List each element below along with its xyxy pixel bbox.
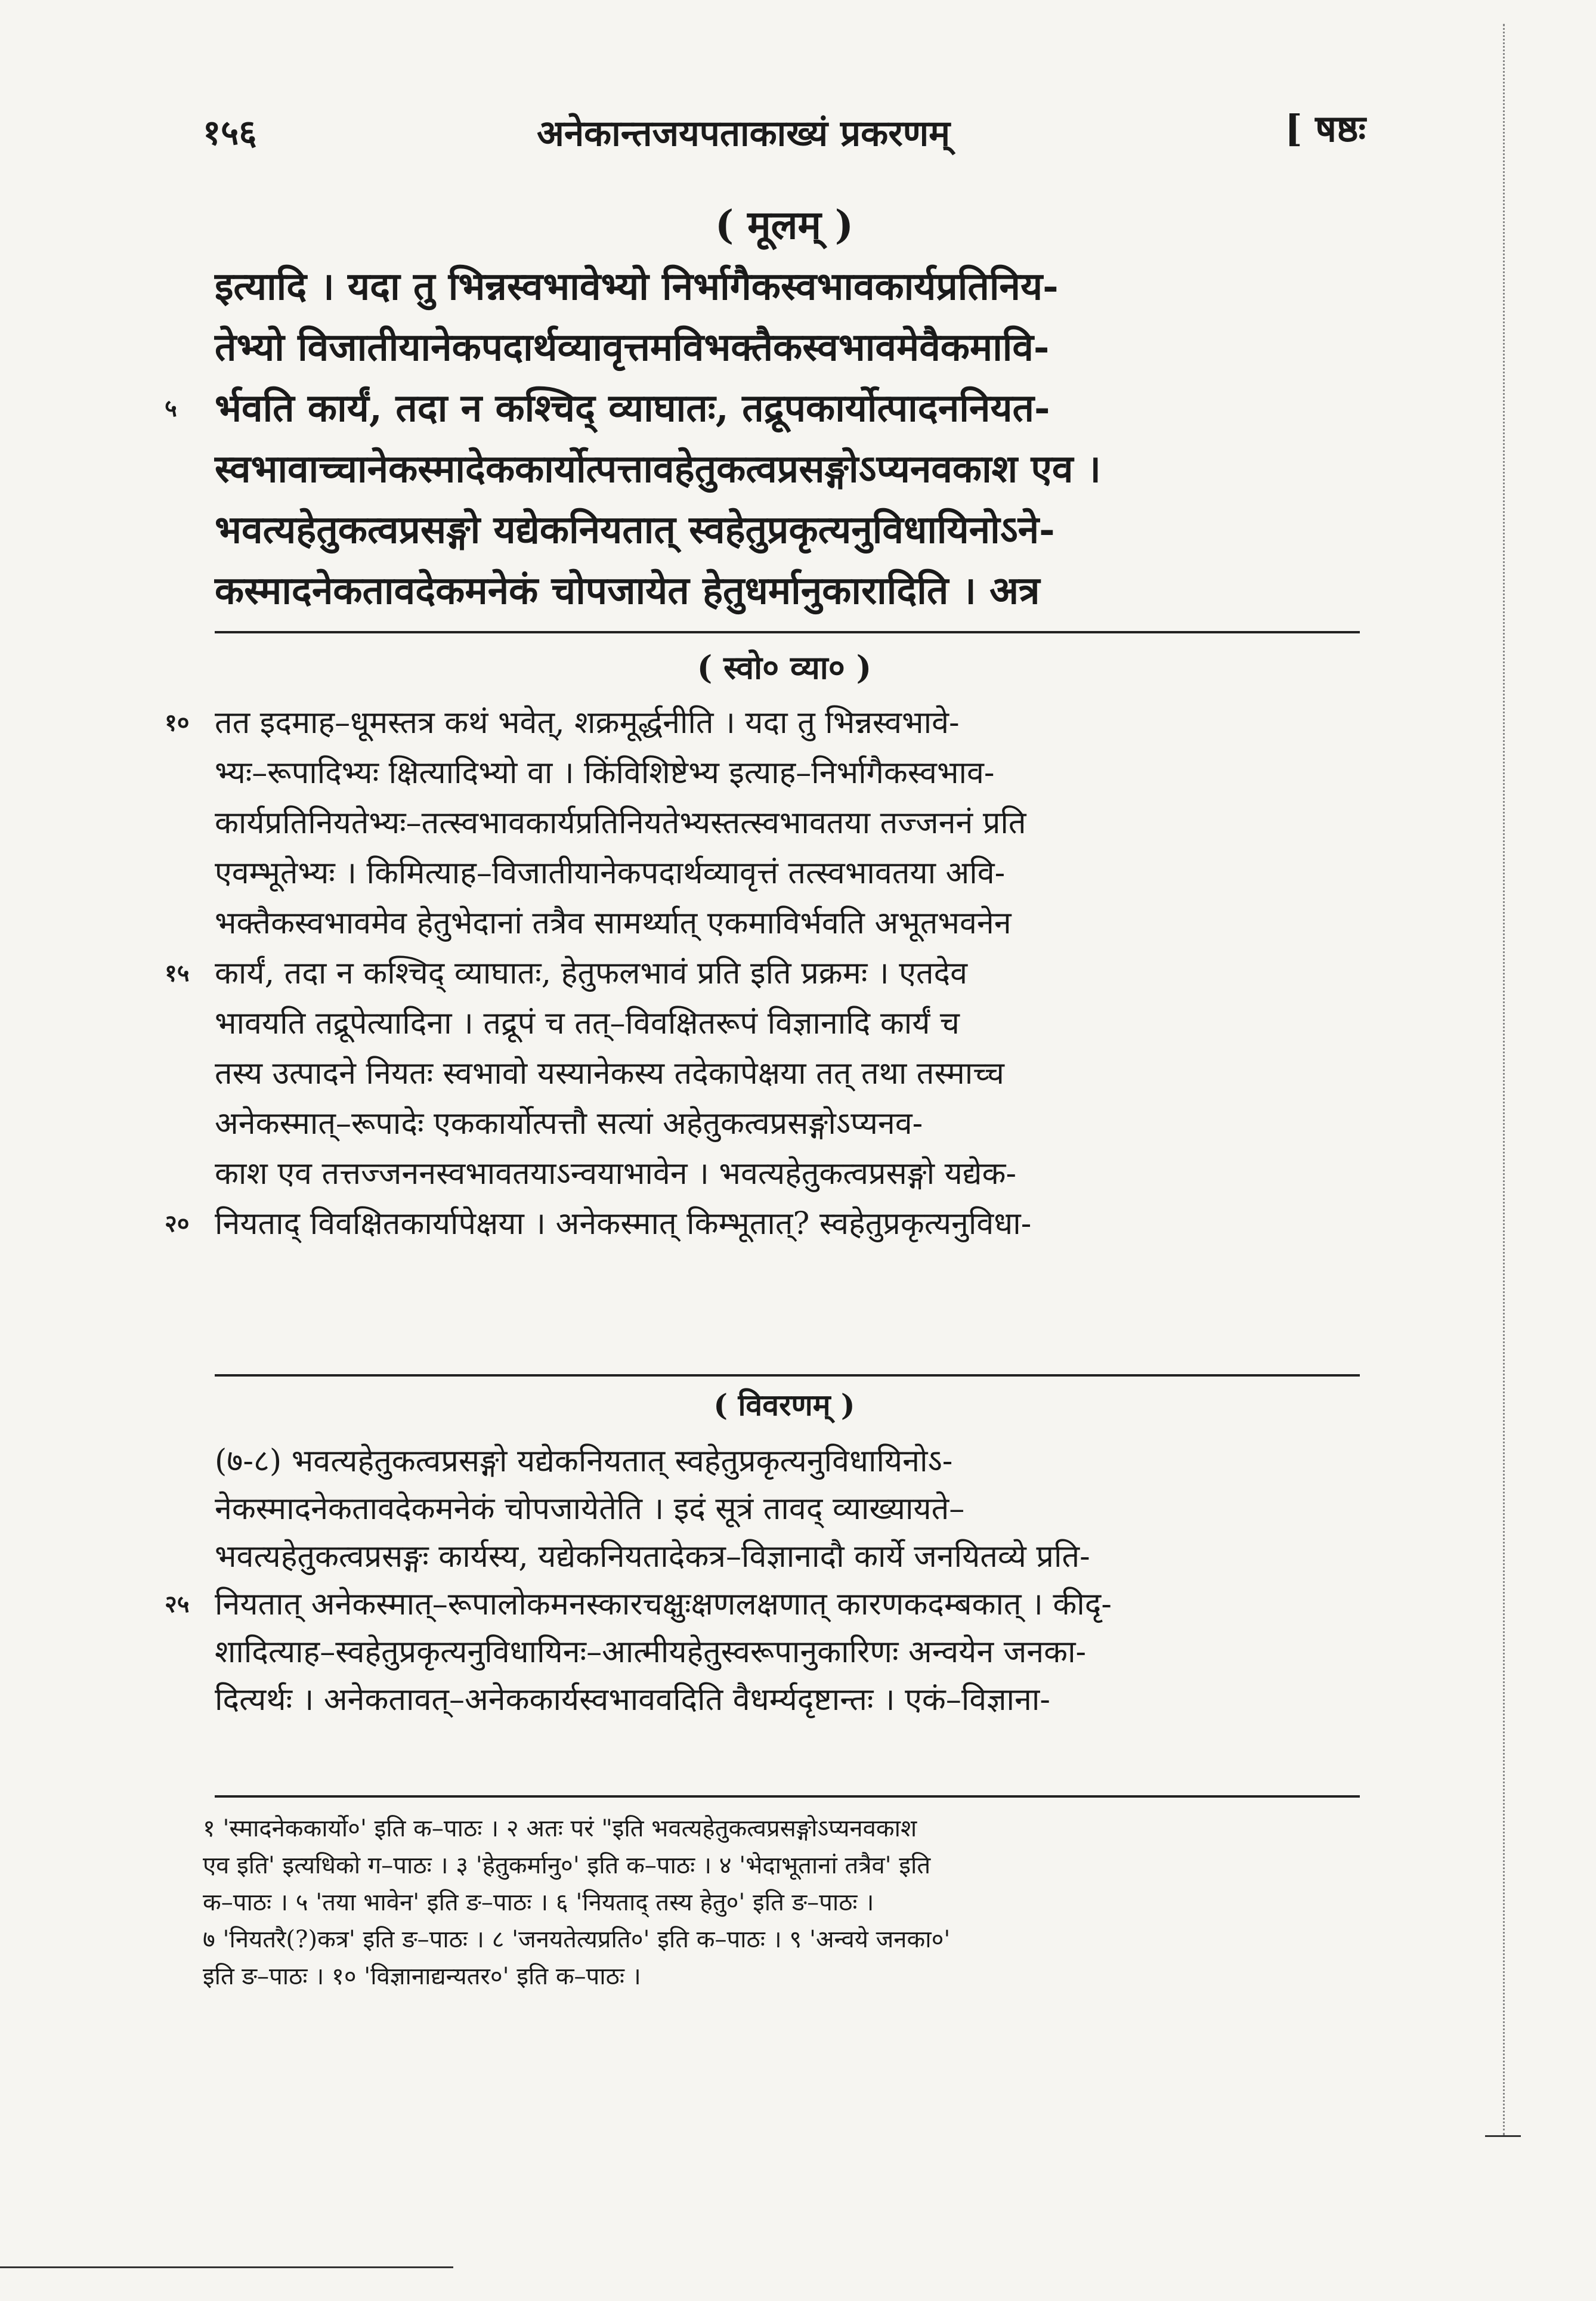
commentary-line xyxy=(215,798,1360,848)
footnote-line: इति ङ–पाठः । १० 'विज्ञानाद्यन्यतर०' इति क–पाठः । xyxy=(203,1963,641,1990)
mula-line xyxy=(215,256,1360,317)
footnote-line: १ 'स्मादनेककार्यो०' इति क–पाठः । २ अतः परं "इति भवत्यहेतुकत्वप्रसङ्गोऽप्यनवकाश xyxy=(203,1815,917,1842)
vivarana-heading: ( विवरणम् ) xyxy=(713,1387,855,1422)
commentary-line xyxy=(215,848,1360,898)
section-divider xyxy=(215,1374,1360,1377)
mula-text xyxy=(165,256,1360,621)
line-text: नियताद् विवक्षितकार्यापेक्षया । अनेकस्मात् किम्भूतात्? स्वहेतुप्रकृत्यनुविधा- xyxy=(215,1206,1032,1242)
line-text: भावयति तद्रूपेत्यादिना । तद्रूपं च तत्–विवक्षितरूपं विज्ञानादि कार्यं च xyxy=(215,1006,960,1041)
page-number: १५६ xyxy=(203,112,257,153)
scan-margin-tick xyxy=(1485,2135,1521,2137)
vivarana-line xyxy=(215,1628,1360,1676)
mula-line xyxy=(215,439,1360,500)
mula-heading: ( मूलम् ) xyxy=(715,202,854,248)
line-number: १० xyxy=(165,709,190,737)
vivarana-line xyxy=(215,1437,1360,1485)
line-text: भक्तैकस्वभावमेव हेतुभेदानां तत्रैव सामर्थ्यात् एकमाविर्भवति अभूतभवनेन xyxy=(215,905,1012,941)
vivarana-line xyxy=(215,1676,1360,1724)
footnote-divider xyxy=(215,1795,1360,1798)
footnotes xyxy=(203,1810,1360,1995)
scan-bottom-rule xyxy=(0,2266,453,2268)
line-number: १५ xyxy=(165,959,190,987)
section-divider xyxy=(215,631,1360,633)
line-text: कार्यप्रतिनियतेभ्यः–तत्स्वभावकार्यप्रतिनियतेभ्यस्तत्स्वभावतया तज्जननं प्रति xyxy=(215,805,1026,841)
commentary-line xyxy=(215,898,1360,948)
line-text: र्भवति कार्यं, तदा न कश्चिद् व्याघातः, तद्रूपकार्योत्पादननियत- xyxy=(215,386,1050,431)
commentary-line xyxy=(215,1149,1360,1199)
line-text: कस्मादनेकतावदेकमनेकं चोपजायेत हेतुधर्मानुकारादिति । अत्र xyxy=(215,568,1040,613)
line-text: भवत्यहेतुकत्वप्रसङ्गो यद्येकनियतात् स्वहेतुप्रकृत्यनुविधायिनोऽने- xyxy=(215,508,1055,552)
line-text: एवम्भूतेभ्यः । किमित्याह–विजातीयानेकपदार्थव्यावृत्तं तत्स्वभावतया अवि- xyxy=(215,855,1006,891)
line-text: दित्यर्थः । अनेकतावत्–अनेककार्यस्वभाववदिति वैधर्म्यदृष्टान्तः । एकं–विज्ञाना- xyxy=(215,1682,1050,1718)
line-number: २० xyxy=(165,1210,190,1238)
commentary-line xyxy=(215,748,1360,798)
vivarana-line xyxy=(165,1581,1360,1628)
footnote-line: एव इति' इत्यधिको ग–पाठः । ३ 'हेतुकर्मानु०' इति क–पाठः । ४ 'भेदाभूतानां तत्रैव' इति xyxy=(203,1852,931,1879)
commentary-line xyxy=(165,698,1360,748)
line-text: तस्य उत्पादने नियतः स्वभावो यस्यानेकस्य तदेकापेक्षया तत् तथा तस्माच्च xyxy=(215,1056,1004,1091)
commentary-line xyxy=(165,948,1360,998)
line-text: काश एव तत्तज्जननस्वभावतयाऽन्वयाभावेन । भवत्यहेतुकत्वप्रसङ्गो यद्येक- xyxy=(215,1156,1017,1192)
scan-margin-mark xyxy=(1503,24,1506,2135)
running-header xyxy=(203,89,1366,155)
footnote-line: क–पाठः । ५ 'तया भावेन' इति ङ–पाठः । ६ 'नियताद् तस्य हेतु०' इति ङ–पाठः । xyxy=(203,1889,874,1916)
commentary-line xyxy=(215,1049,1360,1099)
line-text: शादित्याह–स्वहेतुप्रकृत्यनुविधायिनः–आत्मीयहेतुस्वरूपानुकारिणः अन्वयेन जनका- xyxy=(215,1634,1087,1670)
line-number: २५ xyxy=(165,1590,190,1618)
mula-line xyxy=(215,317,1360,378)
vivarana-line xyxy=(215,1485,1360,1533)
footnote-line: ७ 'नियतरै(?)कत्र' इति ङ–पाठः । ८ 'जनयतेत्यप्रति०' इति क–पाठः । ९ 'अन्वये जनका०' xyxy=(203,1926,951,1953)
line-text: भ्यः–रूपादिभ्यः क्षित्यादिभ्यो वा । किंविशिष्टेभ्य इत्याह–निर्भागैकस्वभाव- xyxy=(215,755,995,791)
line-text: कार्यं, तदा न कश्चिद् व्याघातः, हेतुफलभावं प्रति इति प्रक्रमः । एतदेव xyxy=(215,955,968,991)
mula-line xyxy=(215,561,1360,621)
commentary-heading: ( स्वो० व्या० ) xyxy=(697,648,872,686)
chapter-tag: [ षष्ठः xyxy=(1285,107,1366,150)
commentary-line xyxy=(165,1199,1360,1249)
line-text: नियतात् अनेकस्मात्–रूपालोकमनस्कारचक्षुःक्षणलक्षणात् कारणकदम्बकात् । कीदृ- xyxy=(215,1586,1112,1622)
vivarana-text xyxy=(165,1437,1360,1724)
line-text: इत्यादि । यदा तु भिन्नस्वभावेभ्यो निर्भागैकस्वभावकार्यप्रतिनिय- xyxy=(215,264,1059,309)
commentary-line xyxy=(215,998,1360,1049)
line-text: तेभ्यो विजातीयानेकपदार्थव्यावृत्तमविभक्तैकस्वभावमेवैकमावि- xyxy=(215,325,1050,370)
mula-line xyxy=(215,500,1360,561)
line-number: ५ xyxy=(165,394,177,422)
line-text: भवत्यहेतुकत्वप्रसङ्गः कार्यस्य, यद्येकनियतादेकत्र–विज्ञानादौ कार्ये जनयितव्ये प्रति- xyxy=(215,1539,1090,1575)
vivarana-line xyxy=(215,1533,1360,1581)
running-title: अनेकान्तजयपताकाख्यं प्रकरणम् xyxy=(537,113,951,154)
commentary-line xyxy=(215,1099,1360,1149)
line-text: (७-८) भवत्यहेतुकत्वप्रसङ्गो यद्येकनियतात् स्वहेतुप्रकृत्यनुविधायिनोऽ- xyxy=(215,1443,953,1479)
mula-line xyxy=(165,378,1360,439)
line-text: नेकस्मादनेकतावदेकमनेकं चोपजायेतेति । इदं सूत्रं तावद् व्याख्यायते– xyxy=(215,1491,965,1527)
line-text: अनेकस्मात्–रूपादेः एककार्योत्पत्तौ सत्यां अहेतुकत्वप्रसङ्गोऽप्यनव- xyxy=(215,1106,923,1142)
line-text: तत इदमाह–धूमस्तत्र कथं भवेत्, शक्रमूर्द्धनीति । यदा तु भिन्नस्वभावे- xyxy=(215,705,960,741)
commentary-text xyxy=(165,698,1360,1249)
line-text: स्वभावाच्चानेकस्मादेककार्योत्पत्तावहेतुकत्वप्रसङ्गोऽप्यनवकाश एव । xyxy=(215,447,1101,491)
